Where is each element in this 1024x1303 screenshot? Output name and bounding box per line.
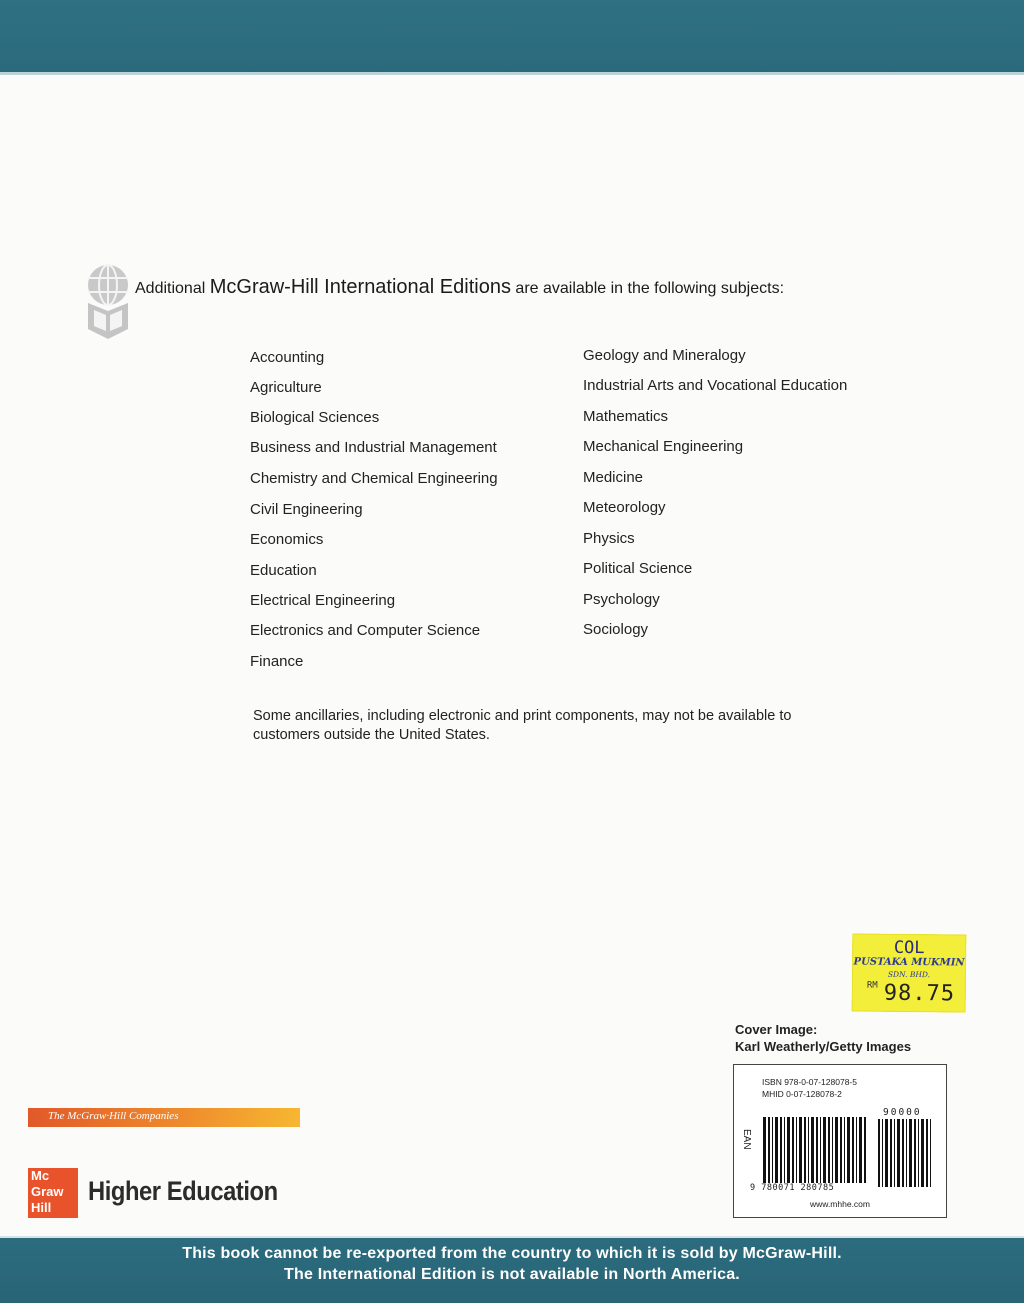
subject-item: Biological Sciences — [250, 409, 380, 426]
top-color-band — [0, 0, 1024, 75]
subject-item: Electrical Engineering — [250, 592, 396, 609]
mhid-number: MHID 0-07-128078-2 — [762, 1089, 842, 1099]
subject-item: Physics — [583, 530, 635, 547]
sticker-code: COL — [893, 937, 925, 959]
ean-label: EAN — [741, 1129, 752, 1150]
subject-item: Political Science — [583, 560, 693, 577]
logo-line: Mc — [31, 1168, 50, 1183]
subject-item: Psychology — [583, 591, 660, 608]
north-america-notice: The International Edition is not available in North America. — [284, 1266, 740, 1283]
supplement-code: 90000 — [883, 1107, 922, 1118]
barcode-box — [733, 1064, 947, 1218]
logo-line: Graw — [31, 1184, 64, 1199]
subject-item: Education — [250, 562, 317, 579]
subject-item: Medicine — [583, 469, 644, 486]
subject-item: Business and Industrial Management — [250, 439, 497, 456]
subject-item: Industrial Arts and Vocational Education — [583, 377, 848, 394]
subject-item: Geology and Mineralogy — [583, 347, 746, 364]
intro-prefix: Additional — [135, 280, 206, 297]
supplement-barcode-image — [877, 1119, 933, 1189]
export-notice: This book cannot be re-exported from the country to which it is sold by McGraw-Hill. — [182, 1245, 842, 1262]
isbn-number: ISBN 978-0-07-128078-5 — [762, 1077, 857, 1087]
subject-item: Mechanical Engineering — [583, 438, 744, 455]
publisher-website: www.mhhe.com — [810, 1199, 870, 1209]
logo-line: Hill — [31, 1200, 52, 1215]
companies-label: The McGraw·Hill Companies — [48, 1110, 179, 1122]
subject-item: Finance — [250, 653, 304, 670]
cover-credit-name: Karl Weatherly/Getty Images — [735, 1039, 912, 1054]
subject-item: Meteorology — [583, 499, 666, 516]
price-sticker — [852, 934, 967, 1013]
intro-suffix: are available in the following subjects: — [515, 280, 785, 297]
sticker-shop-name: PUSTAKA MUKMIN — [853, 956, 965, 969]
subject-item: Chemistry and Chemical Engineering — [250, 470, 498, 487]
editions-intro — [135, 276, 784, 299]
availability-disclaimer: Some ancillaries, including electronic and print components, may not be available to customers outside the United States. — [253, 708, 792, 743]
sticker-price: 98.75 — [883, 980, 956, 1007]
sticker-shop-suffix: SDN. BHD. — [887, 969, 931, 980]
ean-digits: 9 780071 280785 — [750, 1183, 835, 1193]
subject-item: Agriculture — [250, 379, 322, 396]
subject-item: Civil Engineering — [250, 501, 363, 518]
mcgraw-hill-companies-bar — [28, 1108, 300, 1127]
higher-education-wordmark: Higher Education — [88, 1176, 278, 1206]
cover-credit-label: Cover Image: — [735, 1022, 818, 1037]
subject-item: Mathematics — [583, 408, 669, 425]
subject-item: Sociology — [583, 621, 649, 638]
intro-brand: McGraw-Hill International Editions — [209, 276, 511, 298]
bottom-color-band — [0, 1236, 1024, 1303]
subject-item: Economics — [250, 531, 324, 548]
ean-barcode-image — [762, 1117, 868, 1185]
subject-item: Electronics and Computer Science — [250, 622, 481, 639]
mcgraw-hill-logo — [28, 1168, 78, 1218]
globe-book-icon — [84, 263, 132, 341]
sticker-currency: RM — [866, 980, 878, 991]
subject-item: Accounting — [250, 349, 325, 366]
